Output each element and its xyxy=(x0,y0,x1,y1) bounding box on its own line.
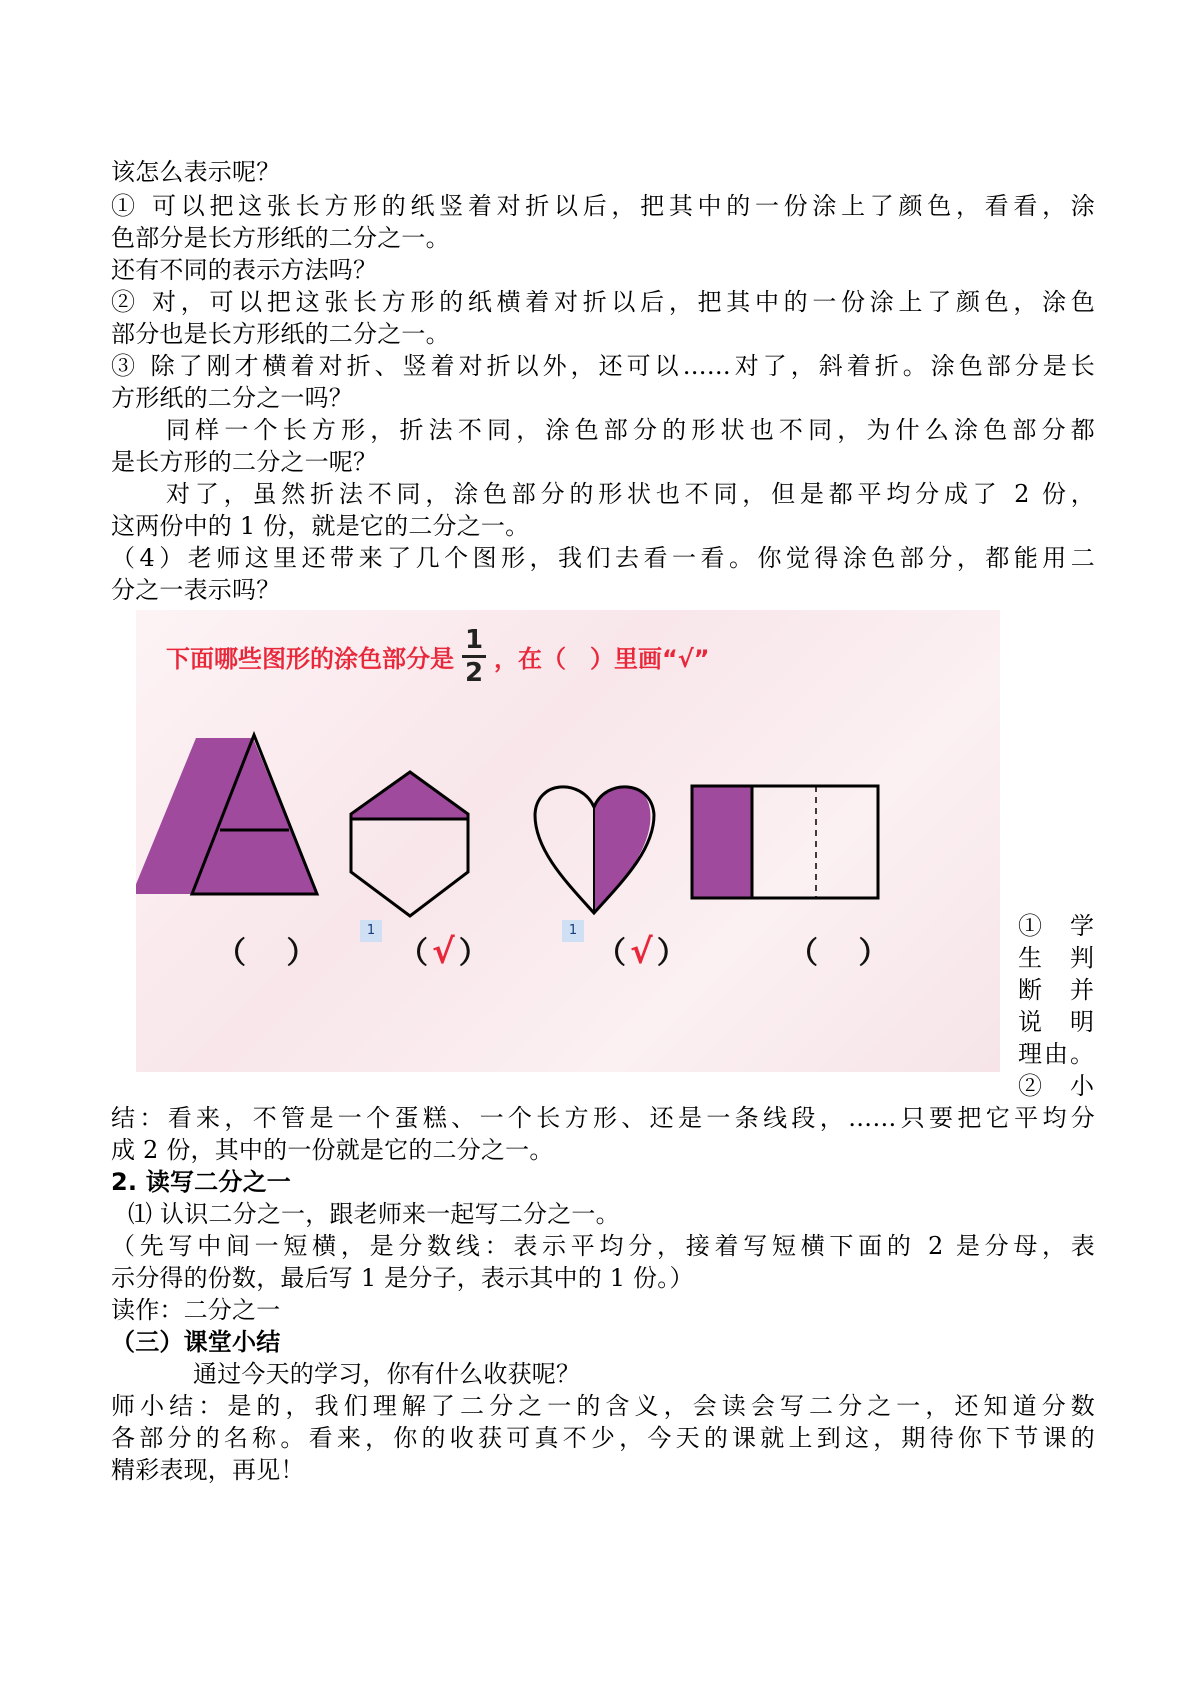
fraction-numerator: 1 xyxy=(464,624,484,655)
fraction-denominator: 2 xyxy=(464,657,484,688)
answer-blank: （ ） xyxy=(788,936,889,971)
text-line: 是长方形的二分之一呢？ xyxy=(111,448,378,476)
side-text-line: 断 并 xyxy=(1018,976,1094,1004)
text-line: 精彩表现，再见！ xyxy=(111,1456,305,1484)
text-line: 该怎么表示呢？ xyxy=(111,158,281,186)
side-text-line: ① 学 xyxy=(1018,912,1094,940)
triangle-shape xyxy=(136,735,317,894)
check-mark-icon: √ xyxy=(432,932,455,972)
text-line: 部分也是长方形纸的二分之一。 xyxy=(111,320,450,348)
text-line: 示分得的份数，最后写 1 是分子，表示其中的 1 份。） xyxy=(111,1264,694,1292)
text-line: 方形纸的二分之一吗？ xyxy=(111,384,353,412)
exercise-figure xyxy=(136,610,1000,1072)
hexagon-shaded xyxy=(351,772,468,819)
side-text-line: 生 判 xyxy=(1018,944,1094,972)
text-line: 读作：二分之一 xyxy=(111,1296,281,1324)
heart-shape xyxy=(535,786,654,913)
text-line: （4）老师这里还带来了几个图形，我们去看一看。你觉得涂色部分，都能用二 xyxy=(111,544,1095,572)
text-line: 还有不同的表示方法吗？ xyxy=(111,256,378,284)
side-text-line: ② 小 xyxy=(1018,1072,1094,1100)
text-line: 这两份中的 1 份，就是它的二分之一。 xyxy=(111,512,530,540)
text-line: 师小结：是的，我们理解了二分之一的含义，会读会写二分之一，还知道分数 xyxy=(111,1392,1095,1420)
text-line: （先写中间一短横，是分数线：表示平均分，接着写短横下面的 2 是分母，表 xyxy=(111,1232,1095,1260)
heart-shaded xyxy=(594,786,650,913)
text-line: ① 可以把这张长方形的纸竖着对折以后，把其中的一份涂上了颜色，看看，涂 xyxy=(111,192,1095,220)
text-line: ② 对，可以把这张长方形的纸横着对折以后，把其中的一份涂上了颜色，涂色 xyxy=(111,288,1095,316)
text-line: 分之一表示吗？ xyxy=(111,576,281,604)
paren-close: ） xyxy=(656,936,687,971)
text-line: 同样一个长方形，折法不同，涂色部分的形状也不同，为什么涂色部分都 xyxy=(166,416,1095,444)
text-line: 成 2 份，其中的一份就是它的二分之一。 xyxy=(111,1136,554,1164)
title-text: ，在（ ）里画“√” xyxy=(494,644,710,673)
paren-open: （ xyxy=(398,936,428,971)
check-mark-icon: √ xyxy=(630,932,653,972)
triangle-shaded xyxy=(136,738,317,894)
answer-checked xyxy=(398,928,489,972)
text-line: 色部分是长方形纸的二分之一。 xyxy=(111,224,450,252)
shapes-svg xyxy=(136,610,1000,1072)
title-text: 下面哪些图形的涂色部分是 xyxy=(166,644,454,673)
text-line: ③ 除了刚才横着对折、竖着对折以外，还可以……对了，斜着折。涂色部分是长 xyxy=(111,352,1095,380)
rectangle-shaded xyxy=(692,786,752,898)
text-line: 结：看来，不管是一个蛋糕、一个长方形、还是一条线段，……只要把它平均分 xyxy=(111,1104,1095,1132)
side-text-line: 说 明 xyxy=(1018,1008,1094,1036)
text-line: 对了，虽然折法不同，涂色部分的形状也不同，但是都平均分成了 2 份， xyxy=(166,480,1095,508)
section-heading: 2. 读写二分之一 xyxy=(111,1168,291,1196)
paren-close: ） xyxy=(458,936,489,971)
rectangle-shape xyxy=(692,786,878,898)
side-text-line: 理由。 xyxy=(1018,1040,1094,1068)
hexagon-shape xyxy=(351,772,468,916)
text-line: 通过今天的学习，你有什么收获呢？ xyxy=(193,1360,581,1388)
text-line: ⑴ 认识二分之一，跟老师来一起写二分之一。 xyxy=(128,1200,620,1228)
answer-checked xyxy=(596,928,687,972)
answer-blank: （ ） xyxy=(216,936,317,971)
text-line: 各部分的名称。看来，你的收获可真不少，今天的课就上到这，期待你下节课的 xyxy=(111,1424,1095,1452)
comment-marker[interactable]: 1 xyxy=(360,920,382,942)
section-heading: （三）课堂小结 xyxy=(111,1328,281,1356)
comment-marker[interactable]: 1 xyxy=(562,920,584,942)
paren-open: （ xyxy=(596,936,626,971)
